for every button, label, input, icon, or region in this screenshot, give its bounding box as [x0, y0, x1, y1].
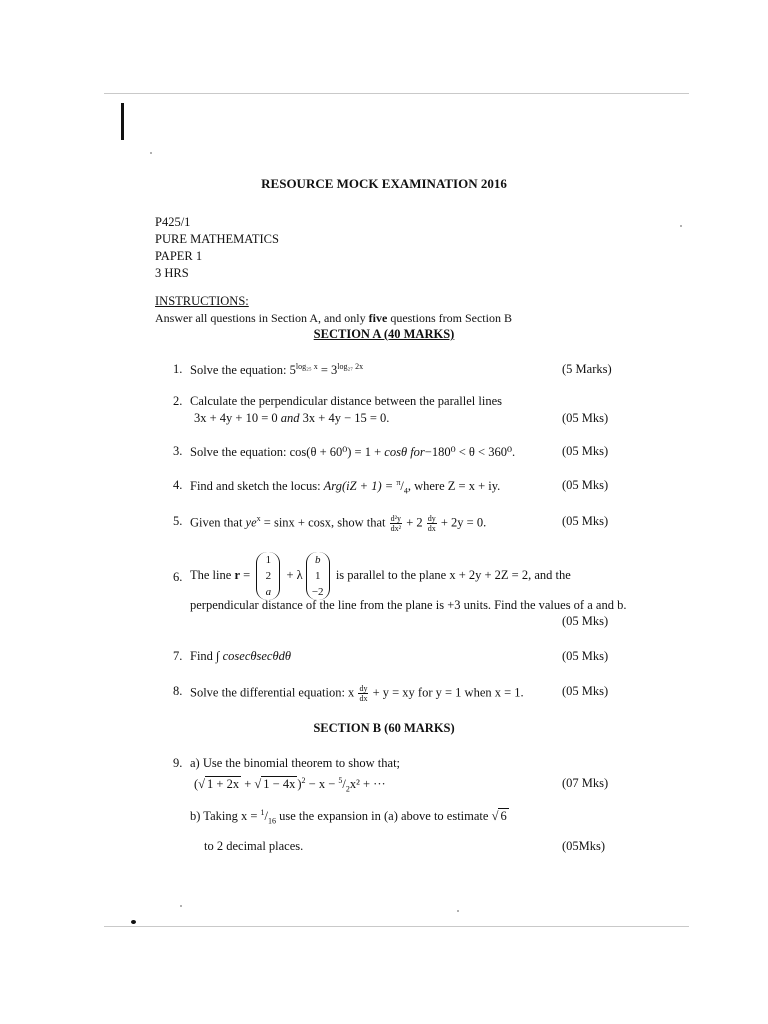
exam-title: RESOURCE MOCK EXAMINATION 2016 — [261, 176, 507, 191]
vector-1: 1 2 a — [256, 552, 280, 600]
paper-number: PAPER 1 — [155, 249, 203, 263]
speck — [457, 910, 459, 912]
section-a-heading: SECTION A (40 MARKS) — [313, 327, 455, 341]
speck — [680, 225, 682, 227]
speck — [180, 905, 182, 907]
subject: PURE MATHEMATICS — [155, 232, 279, 246]
vector-2: b 1 −2 — [306, 552, 330, 600]
speck — [150, 152, 152, 154]
instructions-text: Answer all questions in Section A, and only five questions from Section B — [155, 311, 512, 325]
paper-code: P425/1 — [155, 215, 191, 229]
exam-sheet — [104, 93, 689, 927]
ink-dot — [131, 920, 136, 924]
text-cursor-mark — [121, 103, 124, 140]
instructions-heading: INSTRUCTIONS: — [155, 294, 249, 308]
duration: 3 HRS — [155, 266, 189, 280]
section-b-heading: SECTION B (60 MARKS) — [313, 721, 455, 735]
